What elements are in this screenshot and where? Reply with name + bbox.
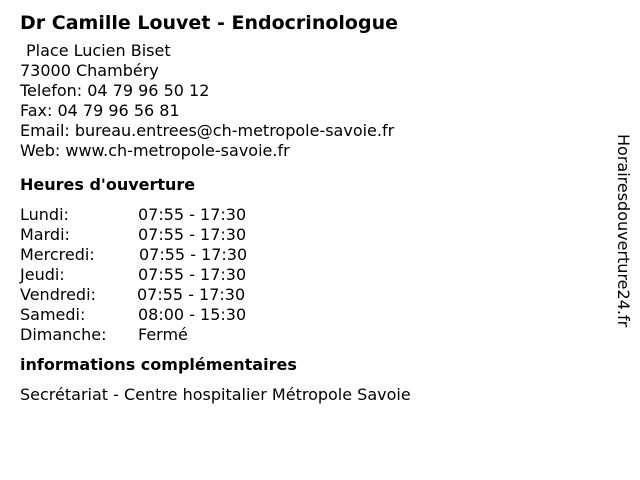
hours-row-samedi [20,305,600,325]
hours-day-label: Dimanche: [20,325,107,344]
hours-row-mardi [20,225,600,245]
fax-line: Fax: 04 79 96 56 81 [20,101,180,120]
hours-time-value: 07:55 - 17:30 [139,245,248,264]
hours-row-jeudi [20,265,600,285]
web-line: Web: www.ch-metropole-savoie.fr [20,141,290,160]
hours-row-lundi [20,205,600,225]
hours-row-mercredi [20,245,600,265]
page-title: Dr Camille Louvet - Endocrinologue [20,12,398,34]
hours-day-label: Vendredi: [20,285,96,304]
business-card [20,10,600,405]
hours-time-value: 07:55 - 17:30 [137,285,246,304]
hours-day-label: Jeudi: [20,265,65,284]
additional-info-heading: informations complémentaires [20,355,297,374]
hours-row-vendredi [20,285,600,305]
hours-day-label: Lundi: [20,205,69,224]
brand-watermark: Horairesdouverture24.fr [614,134,633,328]
hours-day-label: Mercredi: [20,245,95,264]
phone-line: Telefon: 04 79 96 50 12 [20,81,210,100]
hours-day-label: Samedi: [20,305,86,324]
hours-row-dimanche [20,325,600,345]
hours-time-value: Fermé [138,325,188,344]
hours-time-value: 07:55 - 17:30 [138,265,247,284]
address-street: Place Lucien Biset [26,41,171,60]
hours-time-value: 07:55 - 17:30 [138,225,247,244]
opening-hours-heading: Heures d'ouverture [20,175,196,194]
hours-day-label: Mardi: [20,225,70,244]
address-city: 73000 Chambéry [20,61,159,80]
additional-info-text: Secrétariat - Centre hospitalier Métropole Savoie [20,385,411,404]
hours-time-value: 08:00 - 15:30 [138,305,247,324]
email-line: Email: bureau.entrees@ch-metropole-savoie.fr [20,121,395,140]
opening-hours-table [20,205,600,345]
hours-time-value: 07:55 - 17:30 [138,205,247,224]
